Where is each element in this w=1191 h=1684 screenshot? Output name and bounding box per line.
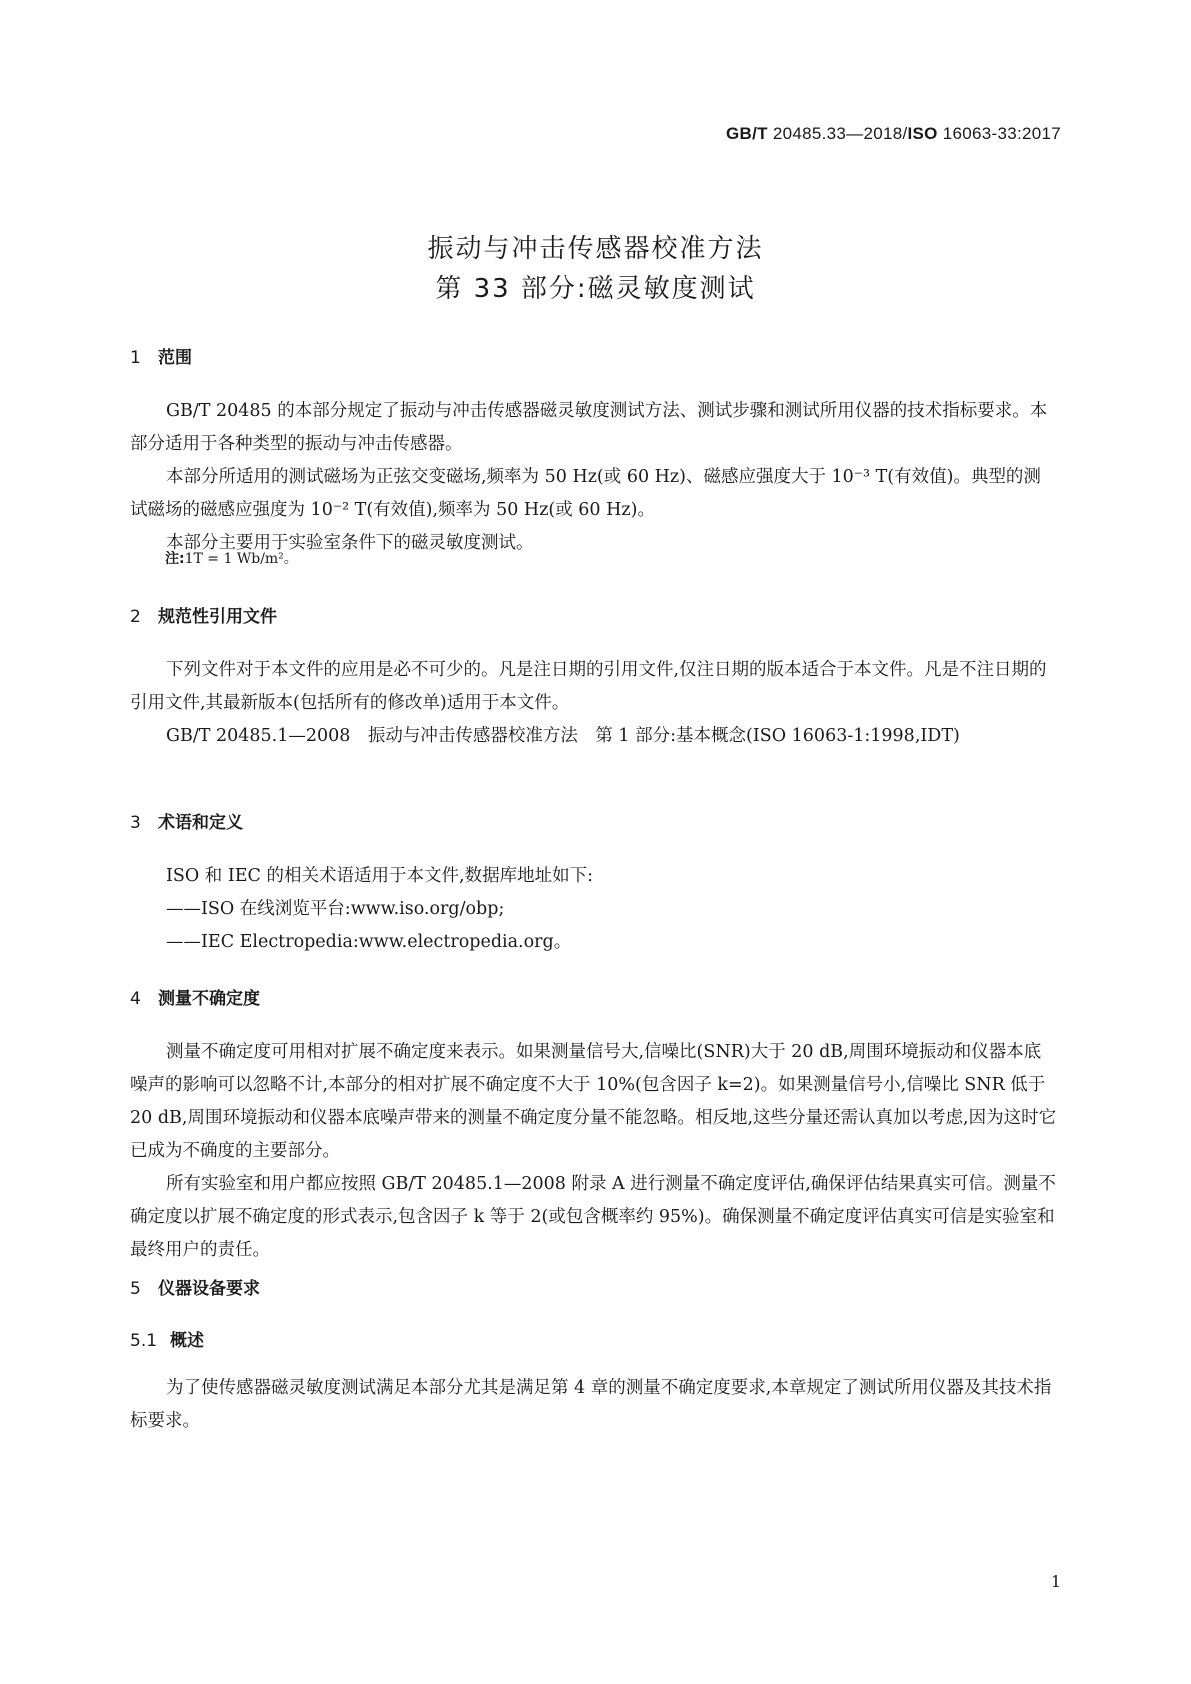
note-text: 1T = 1 Wb/m²。 [184, 551, 298, 567]
paragraph: 所有实验室和用户都应按照 GB/T 20485.1—2008 附录 A 进行测量不确定度评估,确保评估结果真实可信。测量不确定度以扩展不确定度的形式表示,包含因子 k 等于 2(或包含概率约 95%)。确保测量不确定度评估真实可信是实验室和最终用户的责任。 [130, 1174, 1056, 1260]
section-1-heading [130, 343, 192, 368]
list-item-iec-electropedia: ——IEC Electropedia:www.electropedia.org。 [166, 932, 572, 952]
section-2-body [130, 654, 1058, 753]
paragraph: 为了使传感器磁灵敏度测试满足本部分尤其是满足第 4 章的测量不确定度要求,本章规定了测试所用仪器及其技术指标要求。 [130, 1378, 1052, 1431]
paragraph: 测量不确定度可用相对扩展不确定度来表示。如果测量信号大,信噪比(SNR)大于 20 dB,周围环境振动和仪器本底噪声的影响可以忽略不计,本部分的相对扩展不确定度不大于 10%(包含因子 k=2)。如果测量信号小,信噪比 SNR 低于 20 dB,周围环境振动和仪器本底噪声带来的测量不确定度分量不能忽略。相反地,这些分量还需认真加以考虑,因为这时它已成为不确度的主要部分。 [130, 1042, 1057, 1161]
normative-reference: GB/T 20485.1—2008 振动与冲击传感器校准方法 第 1 部分:基本概念(ISO 16063-1:1998,IDT) [166, 726, 960, 746]
section-number: 2 [130, 607, 141, 627]
page-number: 1 [1050, 1572, 1061, 1591]
paragraph: 下列文件对于本文件的应用是必不可少的。凡是注日期的引用文件,仅注日期的版本适合于本文件。凡是不注日期的引用文件,其最新版本(包括所有的修改单)适用于本文件。 [130, 660, 1047, 713]
standard-number-header [726, 124, 1061, 144]
section-3-heading [130, 808, 243, 833]
standard-prefix-gbt: GB/T [726, 124, 768, 143]
section-number: 5.1 [130, 1331, 158, 1351]
paragraph: GB/T 20485 的本部分规定了振动与冲击传感器磁灵敏度测试方法、测试步骤和测试所用仪器的技术指标要求。本部分适用于各种类型的振动与冲击传感器。 [130, 401, 1048, 454]
list-item-iso-obp: ——ISO 在线浏览平台:www.iso.org/obp; [166, 899, 505, 919]
document-title-line-1: 振动与冲击传感器校准方法 [427, 234, 764, 264]
note-label: 注: [165, 551, 185, 567]
section-number: 5 [130, 1279, 141, 1299]
section-title: 仪器设备要求 [158, 1279, 260, 1299]
section-4-heading [130, 984, 260, 1009]
section-title: 测量不确定度 [158, 989, 260, 1009]
standard-prefix-iso: ISO [907, 124, 938, 143]
section-title: 范围 [158, 348, 192, 368]
section-number: 1 [130, 348, 141, 368]
section-title: 术语和定义 [158, 813, 243, 833]
standard-number-iso: 16063-33:2017 [937, 124, 1061, 143]
section-5-heading [130, 1274, 260, 1299]
section-number: 3 [130, 813, 141, 833]
section-title: 概述 [170, 1331, 204, 1351]
section-1-body [130, 395, 1058, 560]
paragraph: 本部分主要用于实验室条件下的磁灵敏度测试。 [166, 533, 534, 553]
section-5-1-body [130, 1372, 1058, 1438]
section-2-heading [130, 602, 277, 627]
note [165, 548, 298, 568]
section-4-body [130, 1036, 1058, 1267]
document-title-line-2: 第 33 部分:磁灵敏度测试 [435, 274, 756, 304]
section-title: 规范性引用文件 [158, 607, 277, 627]
paragraph: ISO 和 IEC 的相关术语适用于本文件,数据库地址如下: [166, 866, 593, 886]
section-number: 4 [130, 989, 141, 1009]
standard-number-gbt: 20485.33—2018/ [767, 124, 908, 143]
paragraph: 本部分所适用的测试磁场为正弦交变磁场,频率为 50 Hz(或 60 Hz)、磁感应强度大于 10⁻³ T(有效值)。典型的测试磁场的磁感应强度为 10⁻² T(有效值),频率为 50 Hz(或 60 Hz)。 [130, 467, 1041, 520]
section-5-1-heading [130, 1326, 204, 1351]
